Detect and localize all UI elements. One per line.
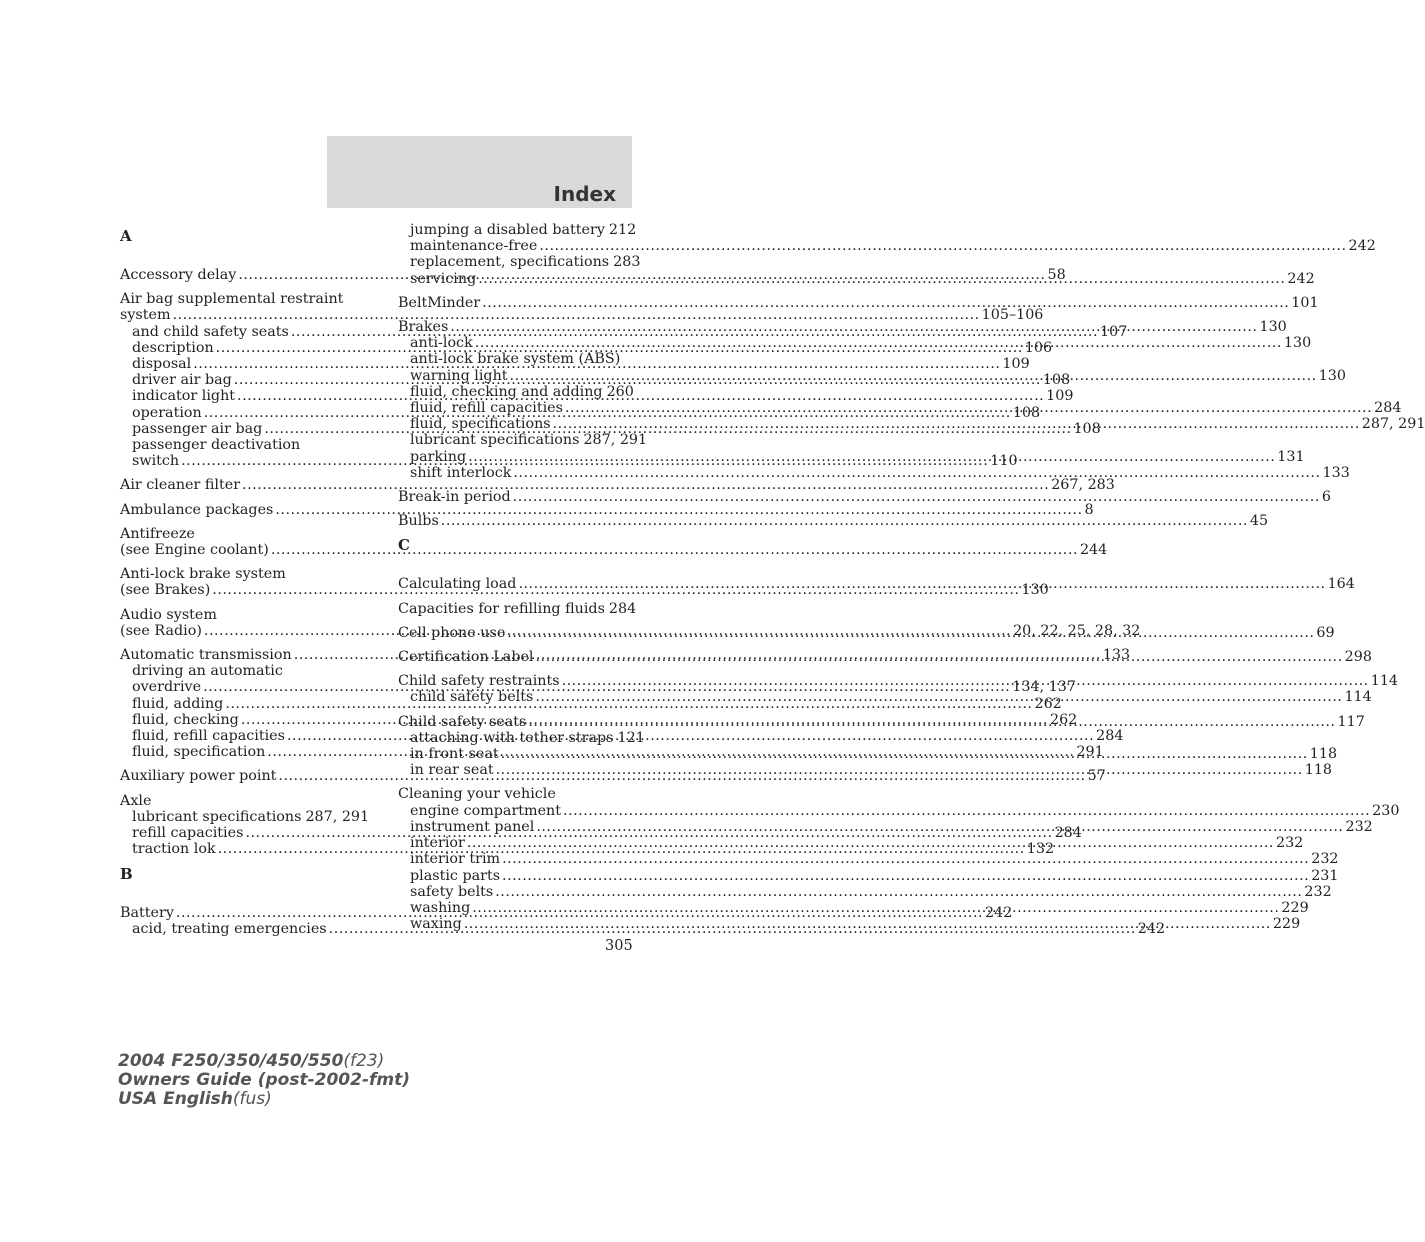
dot-leader xyxy=(495,884,1302,900)
index-term: Antifreeze xyxy=(120,525,195,542)
footer-model-code: (f23) xyxy=(343,1051,385,1071)
index-page-ref: 164 xyxy=(1327,576,1355,593)
index-term: interior trim xyxy=(410,851,501,868)
index-page-ref: 6 xyxy=(1321,489,1331,506)
dot-leader xyxy=(528,711,1335,730)
index-page-ref: 131 xyxy=(1277,448,1305,465)
index-term: fluid, specification xyxy=(132,744,266,761)
index-term: warning light xyxy=(410,367,508,384)
index-subentry xyxy=(398,222,637,238)
index-term: instrument panel xyxy=(410,818,535,835)
index-page-ref: 114 xyxy=(1344,689,1372,706)
index-page-ref: 284 xyxy=(608,600,637,617)
index-entry-line xyxy=(398,489,1331,506)
index-term: Air bag supplemental restraint xyxy=(120,291,344,308)
index-page-ref: 229 xyxy=(1272,916,1301,933)
index-term: BeltMinder xyxy=(398,294,481,311)
index-term: (see Radio) xyxy=(120,622,202,639)
index-page-ref: 114 xyxy=(1370,673,1399,690)
index-entry-line xyxy=(120,542,1108,559)
index-term: anti-lock xyxy=(410,335,473,352)
index-page-ref: 242 xyxy=(1287,270,1315,287)
index-term: overdrive xyxy=(132,679,202,696)
index-term: and child safety seats xyxy=(132,323,289,340)
index-page-ref: 109 xyxy=(1046,388,1074,405)
index-page-ref: 118 xyxy=(1309,746,1338,763)
index-term: safety belts xyxy=(410,883,494,900)
index-entry-line xyxy=(398,600,637,617)
dot-leader xyxy=(501,746,1308,762)
index-term: passenger deactivation xyxy=(132,437,301,454)
dot-leader xyxy=(475,335,1282,351)
index-subentry xyxy=(120,808,370,825)
index-page-ref: 20, 22, 25, 28, 32 xyxy=(1013,622,1141,639)
index-term: Accessory delay xyxy=(120,267,237,283)
index-page-ref: 118 xyxy=(1304,762,1333,779)
index-page-ref: 287, 291 xyxy=(583,432,648,449)
index-term: (see Engine coolant) xyxy=(120,542,269,559)
index-entry-line xyxy=(120,291,364,307)
dot-leader xyxy=(464,916,1271,932)
index-page-ref: 8 xyxy=(1084,501,1094,518)
index-term: servicing xyxy=(410,270,477,287)
index-term: parking xyxy=(410,448,467,465)
index-term: Air cleaner filter xyxy=(120,477,241,494)
dot-leader xyxy=(502,868,1309,884)
index-term: washing xyxy=(410,899,471,916)
index-term: Calculating load xyxy=(398,576,517,593)
index-term: (see Brakes) xyxy=(120,582,211,599)
index-page-ref: 117 xyxy=(1337,713,1365,730)
dot-leader xyxy=(513,489,1320,505)
dot-leader xyxy=(482,295,1289,311)
index-entry-line xyxy=(120,526,364,542)
index-page-ref: 69 xyxy=(1316,624,1335,641)
dot-leader xyxy=(539,238,1346,254)
index-term: fluid, refill capacities xyxy=(410,400,563,417)
page-title: Index xyxy=(553,182,616,206)
index-term: replacement, specifications xyxy=(410,254,610,271)
index-subentry xyxy=(398,867,1339,884)
index-page-ref: 106 xyxy=(1024,339,1053,356)
dot-leader xyxy=(467,835,1274,851)
index-entry-line xyxy=(398,786,632,802)
index-page-ref: 287, 291 xyxy=(1361,416,1425,433)
index-term: system xyxy=(120,307,171,324)
index-term: driver air bag xyxy=(132,372,232,389)
index-term: Child safety restraints xyxy=(398,673,560,690)
index-page-ref: 107 xyxy=(1100,323,1128,340)
index-term: driving an automatic xyxy=(132,663,283,680)
index-page-ref: 109 xyxy=(1002,356,1030,373)
index-subentry xyxy=(398,432,648,449)
index-term: Automatic transmission xyxy=(120,647,292,664)
dot-leader xyxy=(496,762,1303,778)
index-section-letter: B xyxy=(120,864,133,883)
index-page-ref: 108 xyxy=(1012,404,1041,421)
index-term: Ambulance packages xyxy=(120,501,274,518)
index-entry-line xyxy=(120,501,1094,518)
index-term: refill capacities xyxy=(132,825,244,842)
index-subentry xyxy=(398,384,632,400)
index-entry-line xyxy=(398,294,1319,311)
dot-leader xyxy=(478,271,1285,287)
index-term: description xyxy=(132,339,214,356)
index-term: Break-in period xyxy=(398,489,511,506)
dot-leader xyxy=(502,851,1309,867)
index-page-ref: 130 xyxy=(1259,319,1287,336)
index-term: Battery xyxy=(120,904,174,921)
dot-leader xyxy=(513,465,1320,481)
dot-leader xyxy=(562,673,1369,689)
index-term: Child safety seats xyxy=(398,713,527,730)
index-subentry xyxy=(120,437,364,453)
index-entry xyxy=(398,489,1331,506)
index-page-ref: 232 xyxy=(1275,835,1304,852)
index-term: fluid, checking xyxy=(132,711,239,728)
footer-language-code: (fus) xyxy=(232,1089,272,1109)
dot-leader xyxy=(468,449,1275,465)
index-page-ref: 284 xyxy=(1096,728,1124,745)
footer-guide: Owners Guide (post-2002-fmt) xyxy=(118,1070,411,1090)
index-page-ref: 232 xyxy=(1311,851,1339,868)
document-footer xyxy=(118,1052,410,1109)
index-term: anti-lock brake system (ABS) xyxy=(410,351,621,368)
index-term: lubricant specifications xyxy=(410,432,580,449)
index-page-ref: 212 xyxy=(608,222,637,238)
index-page-ref: 231 xyxy=(1311,867,1339,884)
index-page-ref: 130 xyxy=(1283,335,1312,352)
dot-leader xyxy=(553,416,1360,432)
footer-model: 2004 F250/350/450/550 xyxy=(118,1051,344,1071)
index-term: interior xyxy=(410,835,465,852)
index-term: maintenance-free xyxy=(410,238,538,255)
dot-leader xyxy=(565,400,1372,416)
index-page-ref: 110 xyxy=(990,453,1018,470)
index-entry-line xyxy=(120,477,1115,494)
index-term: switch xyxy=(132,453,180,470)
index-term: fluid, refill capacities xyxy=(132,728,285,745)
index-term: child safety belts xyxy=(410,689,534,706)
index-page-ref: 284 xyxy=(1374,400,1402,417)
index-page-ref: 58 xyxy=(1047,267,1066,283)
index-entry-line xyxy=(120,607,364,623)
index-term: Brakes xyxy=(398,319,449,336)
index-term: fluid, checking and adding xyxy=(410,383,603,400)
index-page-ref: 133 xyxy=(1102,647,1131,664)
dot-leader xyxy=(518,576,1325,592)
dot-leader xyxy=(472,900,1279,916)
index-term: acid, treating emergencies xyxy=(132,920,327,937)
index-page-ref: 291 xyxy=(1076,744,1104,761)
index-subentry xyxy=(398,883,1332,900)
dot-leader xyxy=(536,649,1343,665)
index-page-ref: 57 xyxy=(1087,768,1106,785)
index-page-ref: 242 xyxy=(985,904,1013,921)
dot-leader xyxy=(535,689,1342,705)
index-term: in rear seat xyxy=(410,762,494,779)
header-band xyxy=(327,136,632,208)
index-page-ref: 130 xyxy=(1021,582,1049,599)
index-entry-line xyxy=(120,307,1044,324)
index-entry-line xyxy=(398,513,1269,530)
index-entry xyxy=(398,294,1319,311)
dot-leader xyxy=(450,319,1257,335)
index-term: engine compartment xyxy=(410,802,562,819)
dot-leader xyxy=(536,819,1343,835)
index-term: operation xyxy=(132,404,202,421)
index-entry xyxy=(398,600,637,617)
index-term: Cell phone use xyxy=(398,624,506,641)
dot-leader xyxy=(563,803,1370,819)
index-page-ref: 298 xyxy=(1344,649,1372,666)
index-term: shift interlock xyxy=(410,464,512,481)
index-page-ref: 260 xyxy=(606,383,634,400)
index-subentry xyxy=(398,464,1350,481)
index-term: disposal xyxy=(132,356,192,373)
index-page-ref: 101 xyxy=(1291,294,1319,311)
index-term: Audio system xyxy=(120,606,217,623)
index-page-ref: 121 xyxy=(617,729,645,746)
index-term: passenger air bag xyxy=(132,420,263,437)
index-page-ref: 242 xyxy=(1348,238,1376,255)
index-entry xyxy=(120,477,1115,494)
index-page-ref: 287, 291 xyxy=(305,808,370,825)
index-term: Certification Label xyxy=(398,649,534,666)
index-page-ref: 132 xyxy=(1026,841,1055,858)
index-term: waxing xyxy=(410,916,462,933)
index-page-ref: 262 xyxy=(1034,695,1062,712)
index-page-ref: 267, 283 xyxy=(1051,477,1115,494)
dot-leader xyxy=(507,622,1314,641)
index-page-ref: 244 xyxy=(1079,542,1108,559)
dot-leader xyxy=(271,542,1078,558)
index-term: Anti-lock brake system xyxy=(120,566,286,583)
dot-leader xyxy=(441,513,1248,529)
index-entry-line xyxy=(120,793,364,809)
index-subentry xyxy=(398,851,1339,868)
index-subentry xyxy=(398,254,641,271)
index-page-ref: 229 xyxy=(1281,899,1309,916)
index-term: attaching with tether straps xyxy=(410,729,614,746)
index-subentry xyxy=(398,351,632,367)
index-entry xyxy=(120,525,1108,559)
index-term: Capacities for refilling fluids xyxy=(398,600,605,617)
page-number: 305 xyxy=(605,938,633,954)
index-page-ref: 230 xyxy=(1372,802,1400,819)
index-page-ref: 108 xyxy=(1073,420,1101,437)
index-page-ref: 284 xyxy=(1054,825,1082,842)
index-page-ref: 133 xyxy=(1322,464,1350,481)
index-page-ref: 232 xyxy=(1345,818,1373,835)
index-page-ref: 105–106 xyxy=(981,307,1044,324)
index-term: in front seat xyxy=(410,746,499,763)
index-entry-line xyxy=(120,566,364,582)
index-term: fluid, adding xyxy=(132,695,224,712)
index-term: Bulbs xyxy=(398,513,439,530)
index-term: Axle xyxy=(120,792,152,809)
index-page-ref: 262 xyxy=(1049,711,1078,728)
index-subentry xyxy=(398,729,645,746)
index-section-letter: A xyxy=(120,227,132,245)
index-page-ref: 45 xyxy=(1249,513,1269,530)
index-page-ref: 108 xyxy=(1042,372,1071,389)
index-page-ref: 134, 137 xyxy=(1012,679,1076,696)
index-page-ref: 130 xyxy=(1318,367,1346,384)
index-term: indicator light xyxy=(132,388,236,405)
index-term: Auxiliary power point xyxy=(120,768,277,785)
index-subentry xyxy=(120,663,364,679)
index-term: Cleaning your vehicle xyxy=(398,786,556,803)
index-term: plastic parts xyxy=(410,867,501,884)
index-subentry xyxy=(398,802,1400,819)
index-entry xyxy=(398,513,1269,530)
index-term: traction lok xyxy=(132,841,216,858)
index-term: jumping a disabled battery xyxy=(410,222,605,238)
index-page-ref: 283 xyxy=(613,254,641,271)
index-page-ref: 242 xyxy=(1137,920,1166,937)
index-term: fluid, specifications xyxy=(410,416,551,433)
footer-language: USA English xyxy=(118,1089,233,1109)
dot-leader xyxy=(510,368,1317,384)
index-section-letter: C xyxy=(398,536,410,555)
index-page-ref: 232 xyxy=(1304,883,1332,900)
index-entry xyxy=(120,501,1094,518)
index-term: lubricant specifications xyxy=(132,808,302,825)
index-subentry xyxy=(398,238,1376,255)
